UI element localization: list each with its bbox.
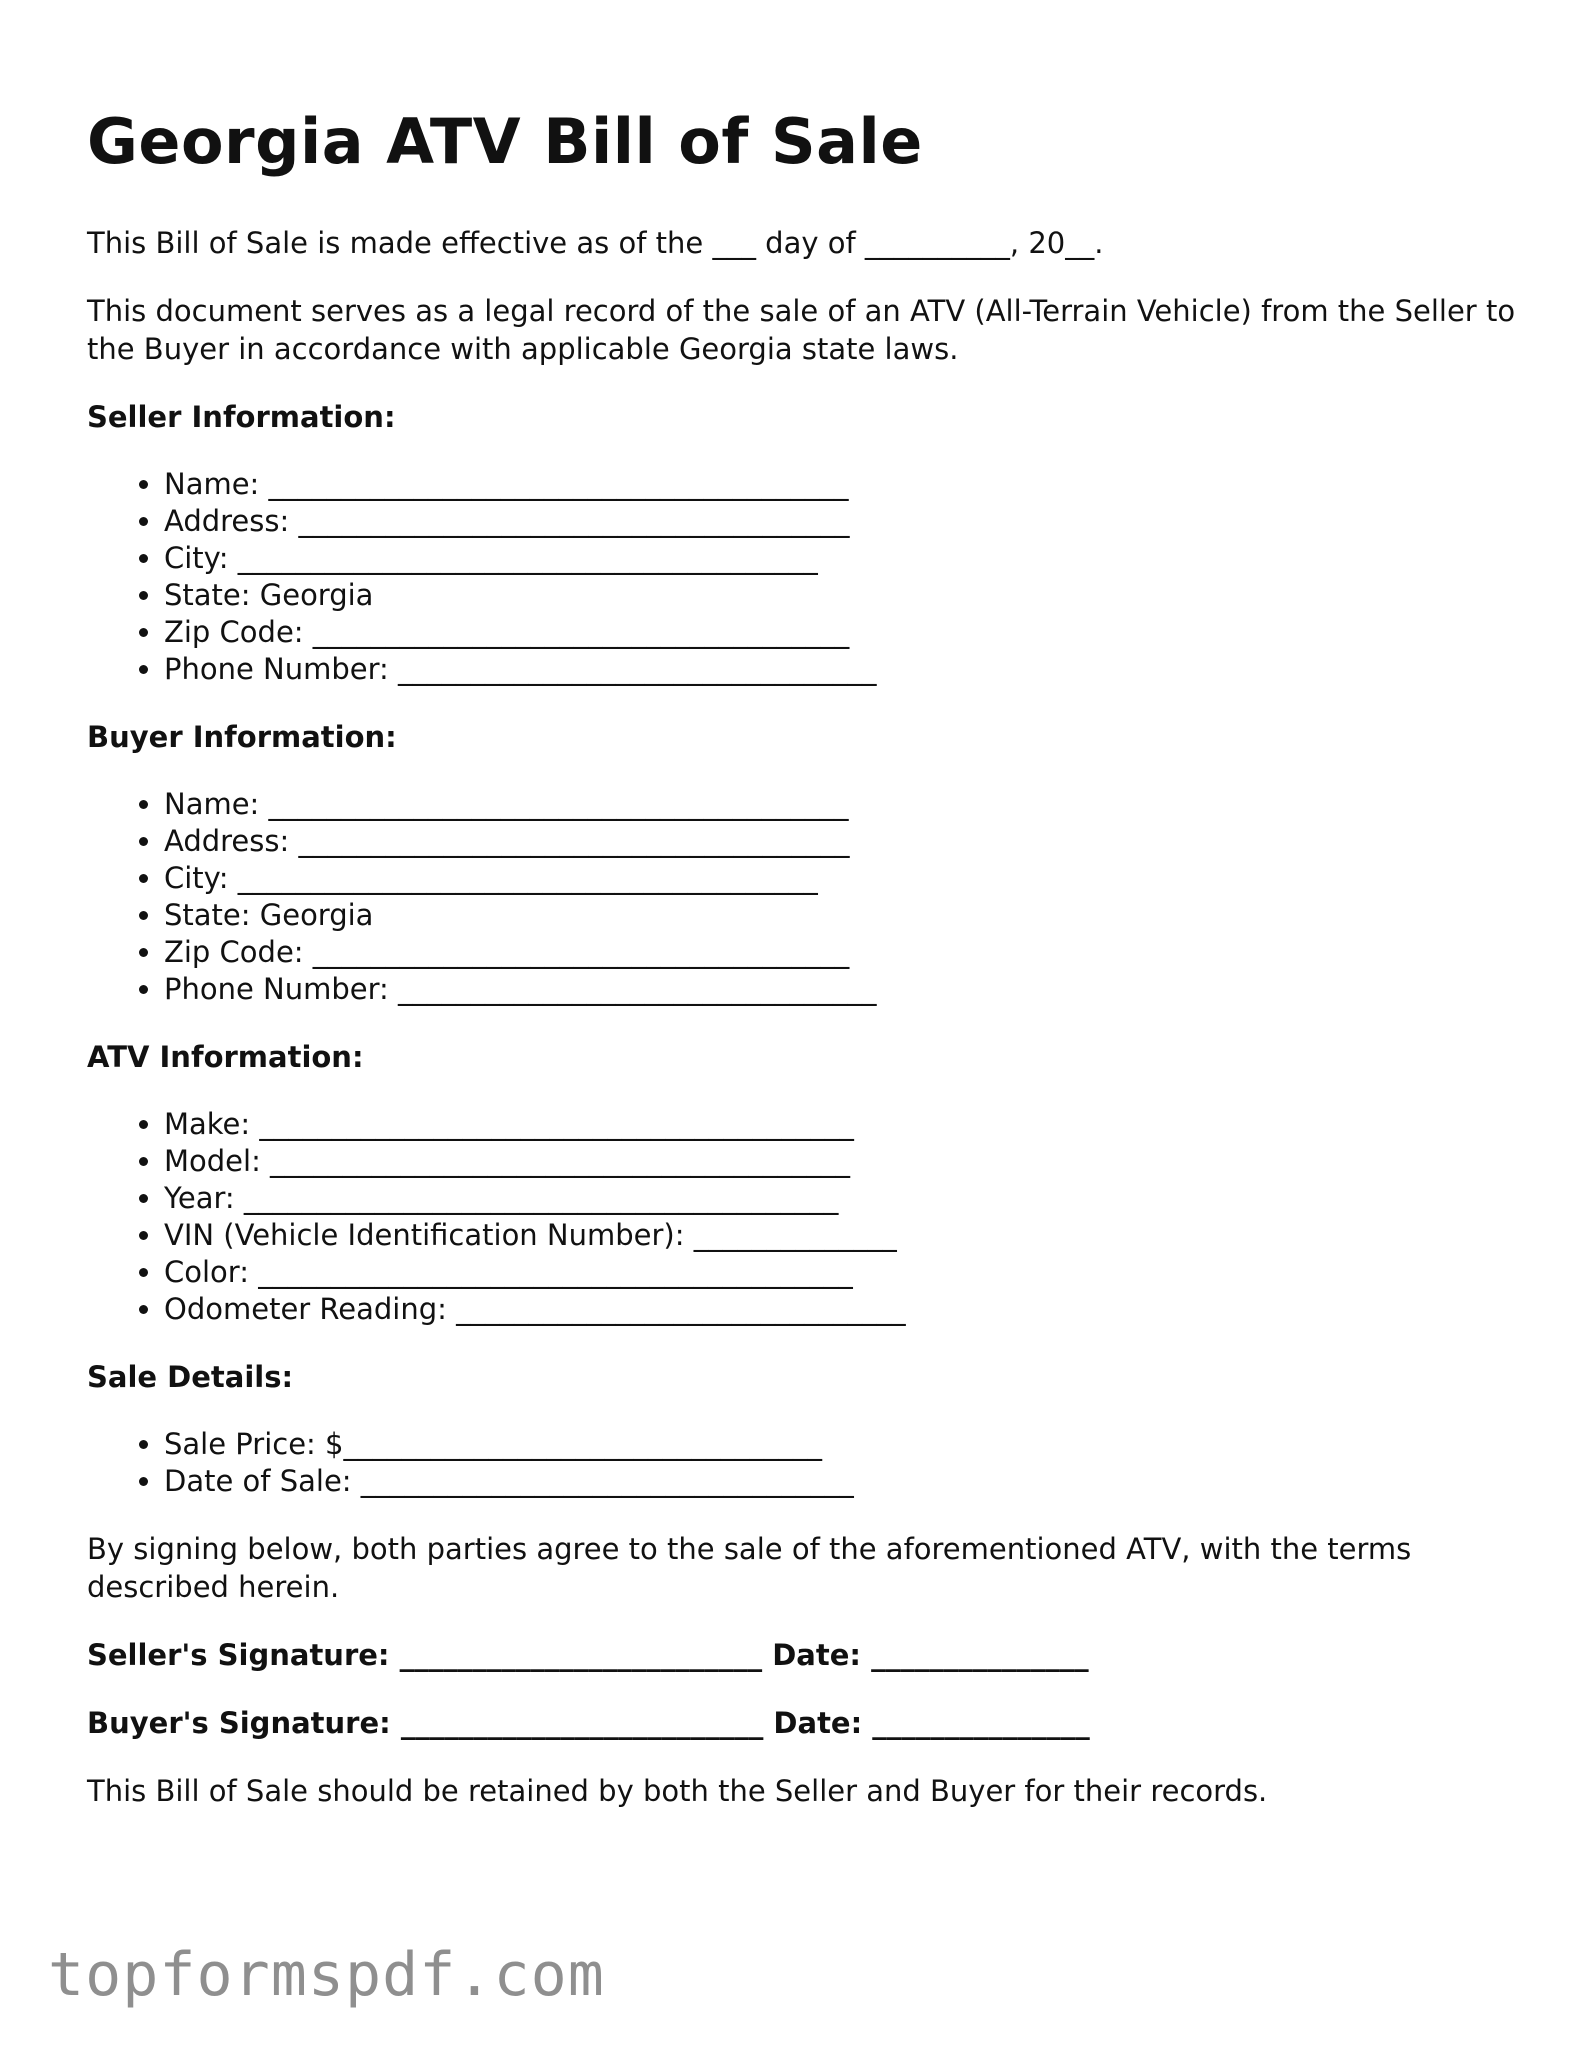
purpose-paragraph: This document serves as a legal record of the sale of an ATV (All-Terrain Vehicle) from the Seller to the Buyer in accordance with applicable Georgia state laws. — [87, 294, 1516, 367]
seller-city-field: • City: ________________________________________ — [164, 540, 1517, 577]
seller-name-field: • Name: ________________________________________ — [164, 466, 1517, 503]
document-title: Georgia ATV Bill of Sale — [87, 105, 923, 178]
buyer-signature-line: Buyer's Signature: _________________________ Date: _______________ — [87, 1706, 1090, 1741]
seller-phone-field: • Phone Number: _________________________________ — [164, 651, 1517, 688]
document-page — [87, 105, 1517, 1840]
seller-state-field: • State: Georgia — [164, 577, 1517, 614]
effective-date-paragraph: This Bill of Sale is made effective as of the ___ day of __________, 20__. — [87, 226, 1104, 261]
atv-color-field: • Color: _________________________________________ — [164, 1254, 1517, 1291]
seller-zip-field: • Zip Code: _____________________________________ — [164, 614, 1517, 651]
buyer-city-field: • City: ________________________________________ — [164, 860, 1517, 897]
buyer-info-list — [87, 786, 1517, 1008]
buyer-section-heading: Buyer Information: — [87, 720, 397, 755]
buyer-name-field: • Name: ________________________________________ — [164, 786, 1517, 823]
seller-signature-line: Seller's Signature: _________________________ Date: _______________ — [87, 1638, 1089, 1673]
seller-section-heading: Seller Information: — [87, 400, 396, 435]
atv-info-list — [87, 1106, 1517, 1328]
atv-odometer-field: • Odometer Reading: _______________________________ — [164, 1291, 1517, 1328]
seller-info-list — [87, 466, 1517, 688]
seller-address-field: • Address: ______________________________________ — [164, 503, 1517, 540]
atv-make-field: • Make: _________________________________________ — [164, 1106, 1517, 1143]
atv-model-field: • Model: ________________________________________ — [164, 1143, 1517, 1180]
buyer-zip-field: • Zip Code: _____________________________________ — [164, 934, 1517, 971]
retention-note: This Bill of Sale should be retained by both the Seller and Buyer for their records. — [87, 1774, 1268, 1809]
buyer-phone-field: • Phone Number: _________________________________ — [164, 971, 1517, 1008]
buyer-state-field: • State: Georgia — [164, 897, 1517, 934]
atv-year-field: • Year: _________________________________________ — [164, 1180, 1517, 1217]
atv-section-heading: ATV Information: — [87, 1040, 364, 1075]
sale-section-heading: Sale Details: — [87, 1360, 294, 1395]
atv-vin-field: • VIN (Vehicle Identification Number): ______________ — [164, 1217, 1517, 1254]
watermark: topformspdf.com — [48, 1940, 605, 2010]
buyer-address-field: • Address: ______________________________________ — [164, 823, 1517, 860]
sale-date-field: • Date of Sale: __________________________________ — [164, 1463, 1517, 1500]
agreement-paragraph: By signing below, both parties agree to the sale of the aforementioned ATV, with the terms described herein. — [87, 1532, 1412, 1605]
sale-price-field: • Sale Price: $_________________________________ — [164, 1426, 1517, 1463]
sale-details-list — [87, 1426, 1517, 1500]
